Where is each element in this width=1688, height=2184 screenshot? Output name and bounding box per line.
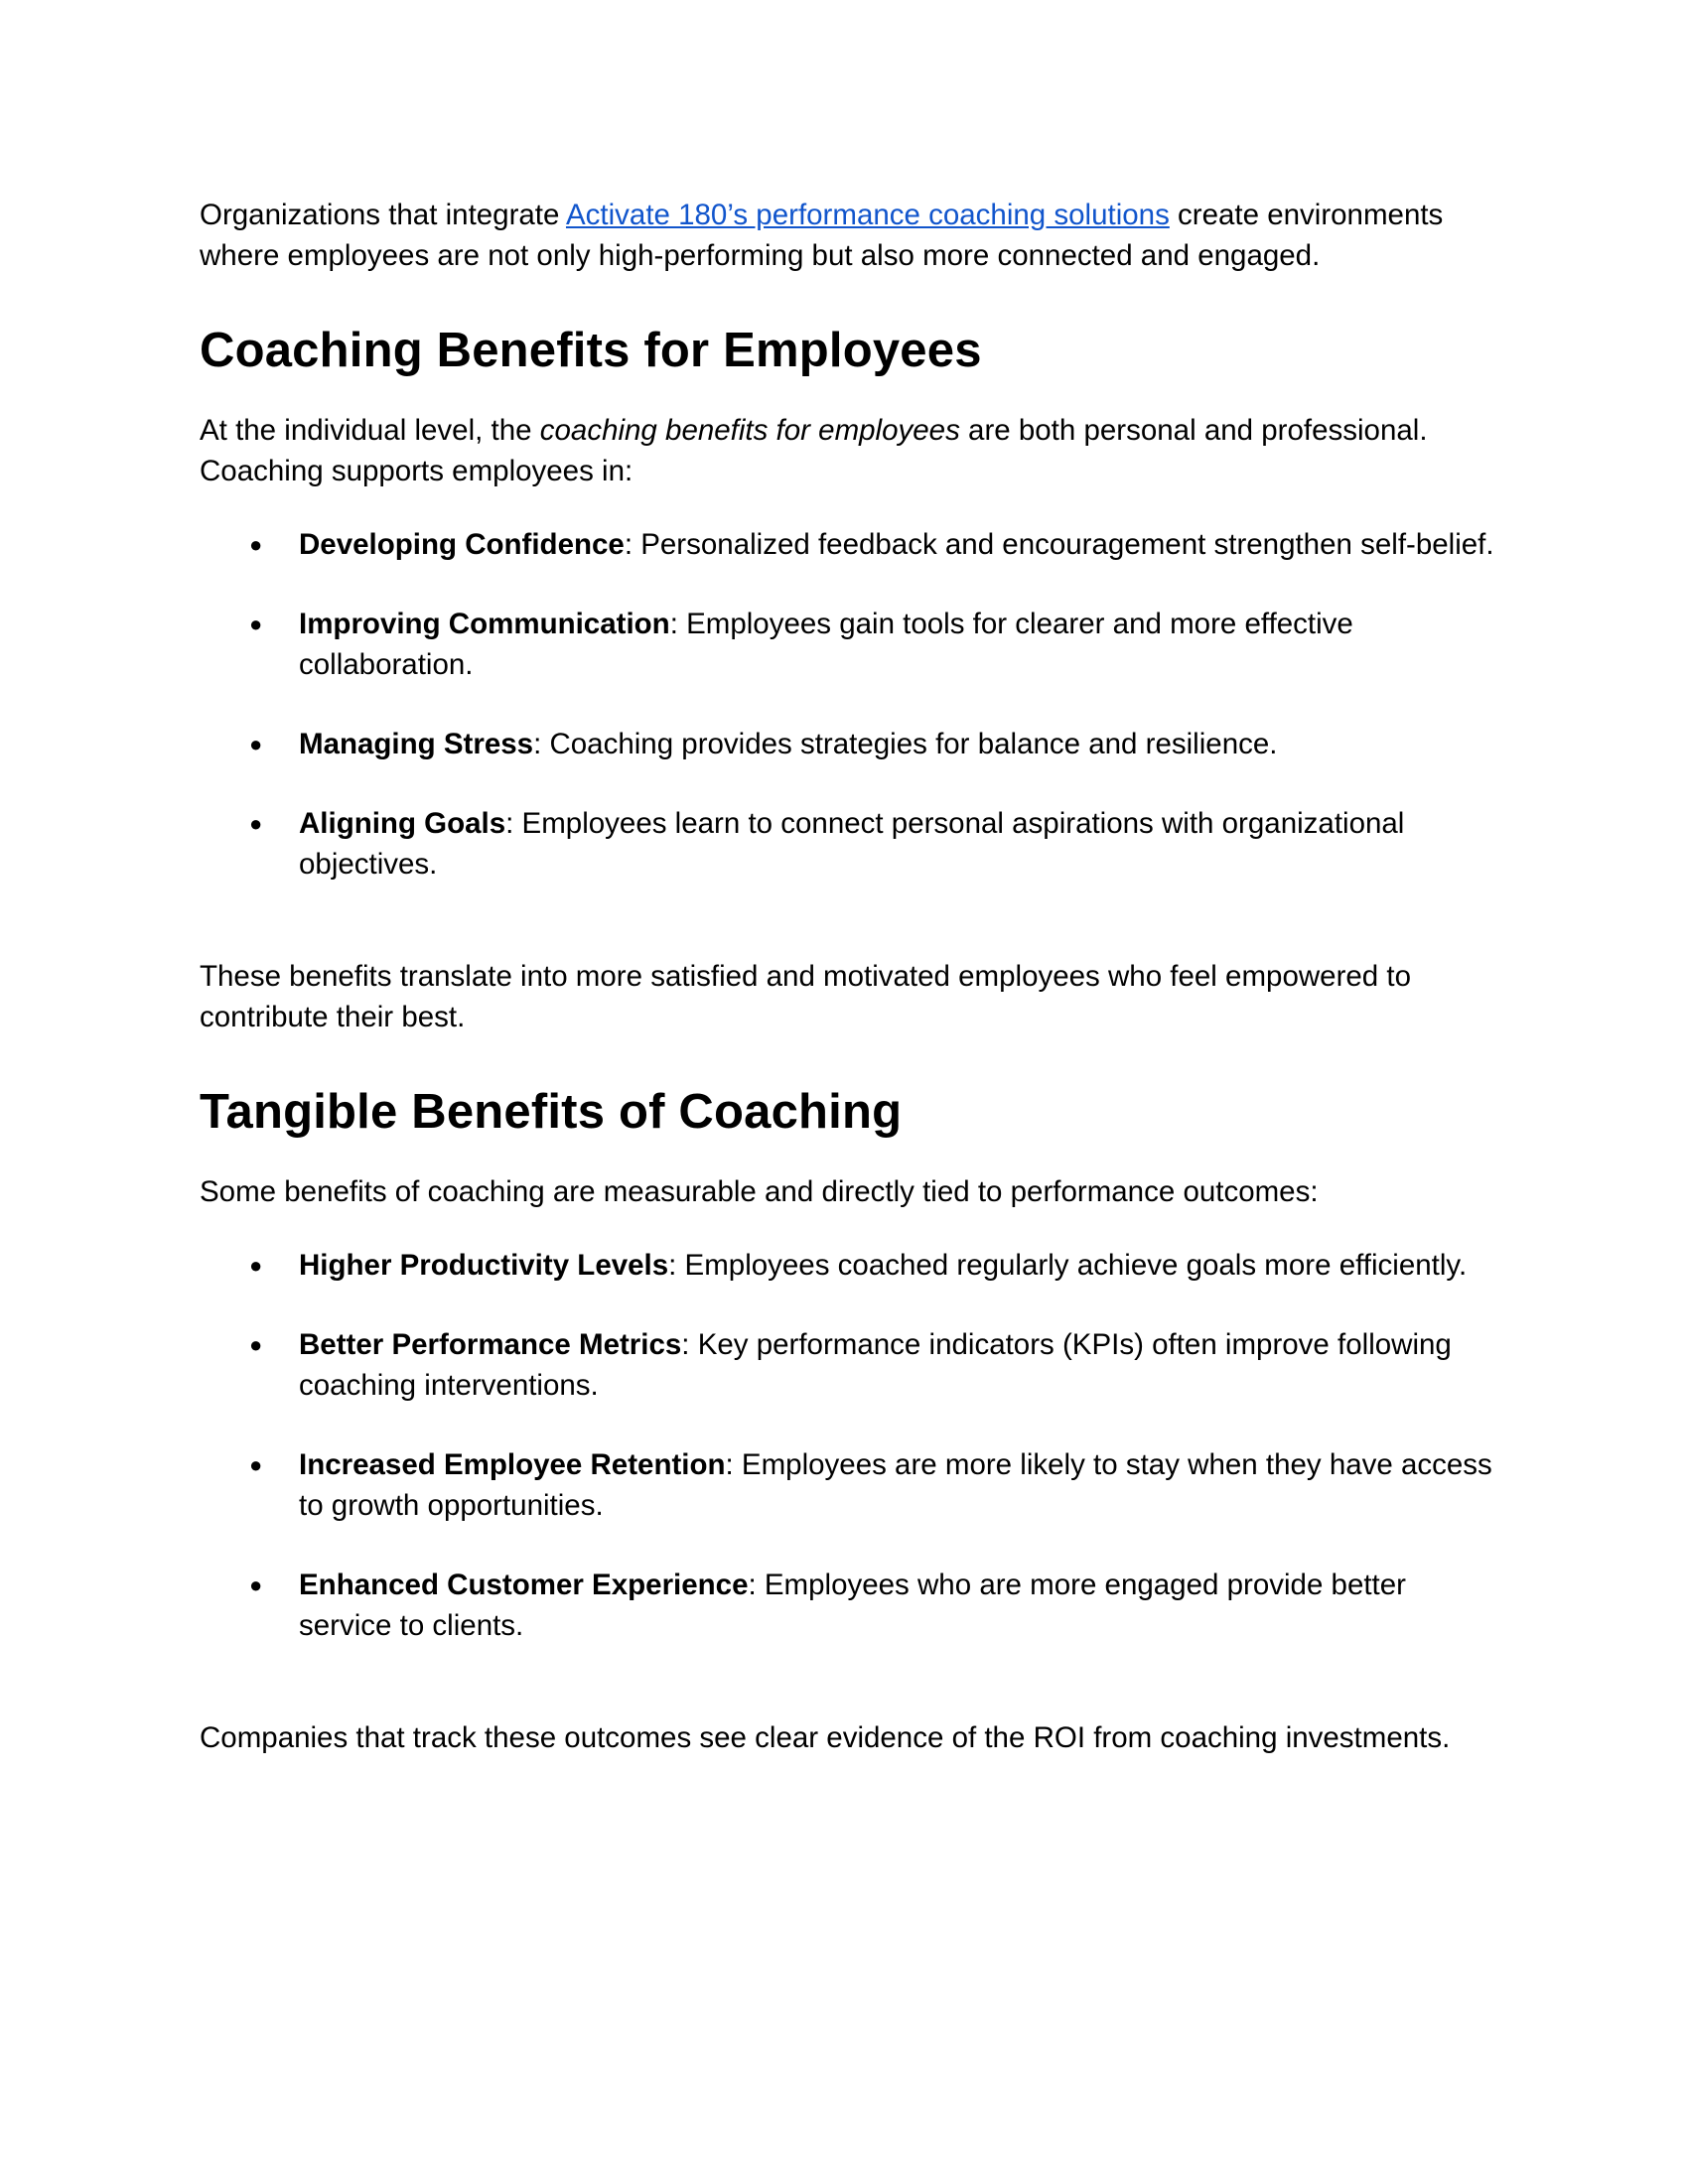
employees-lead-italic: coaching benefits for employees [539, 414, 960, 447]
bullet-icon: ● [249, 1253, 263, 1278]
list-item-text: : Employees coached regularly achieve goals more efficiently. [668, 1249, 1468, 1282]
employees-lead-paragraph [200, 410, 1500, 491]
list-item-text: : Coaching provides strategies for balance and resilience. [533, 728, 1278, 760]
tangible-benefits-list [200, 1245, 1500, 1646]
list-item [200, 803, 1500, 885]
heading-coaching-benefits-employees: Coaching Benefits for Employees [200, 324, 982, 377]
list-item [200, 1324, 1500, 1406]
list-item-term: Increased Employee Retention [299, 1448, 726, 1481]
intro-text-after-link: create environments where employees are not only high-performing but also more connected and engaged. [200, 199, 1444, 272]
list-item-text: : Key performance indicators (KPIs) often improve following coaching interventions. [299, 1328, 1452, 1402]
intro-text-before-link: Organizations that integrate [200, 199, 566, 231]
list-item-term: Better Performance Metrics [299, 1328, 682, 1361]
tangible-closing-paragraph: Companies that track these outcomes see clear evidence of the ROI from coaching investments. [200, 1721, 1451, 1754]
bullet-icon: ● [249, 732, 263, 756]
employees-lead-after: are both personal and professional. Coaching supports employees in: [200, 414, 1428, 487]
activate180-coaching-link[interactable]: Activate 180’s performance coaching solutions [565, 199, 1170, 231]
list-item-term: Enhanced Customer Experience [299, 1569, 749, 1601]
list-item-text: : Employees are more likely to stay when they have access to growth opportunities. [299, 1448, 1492, 1522]
bullet-icon: ● [249, 1452, 263, 1477]
list-item-term: Managing Stress [299, 728, 534, 760]
list-item [200, 604, 1500, 685]
list-item-term: Aligning Goals [299, 807, 506, 840]
list-item-text: : Personalized feedback and encouragement strengthen self-belief. [624, 528, 1494, 561]
list-item [200, 1444, 1500, 1526]
bullet-icon: ● [249, 1572, 263, 1597]
list-item-term: Developing Confidence [299, 528, 625, 561]
list-item [200, 1565, 1500, 1646]
list-item-text: : Employees learn to connect personal aspirations with organizational objectives. [299, 807, 1405, 881]
list-item [200, 1245, 1500, 1286]
list-item-term: Higher Productivity Levels [299, 1249, 669, 1282]
list-item [200, 724, 1500, 764]
tangible-lead-paragraph: Some benefits of coaching are measurable and directly tied to performance outcomes: [200, 1175, 1319, 1208]
list-item [200, 524, 1500, 565]
employees-closing-paragraph: These benefits translate into more satisfied and motivated employees who feel empowered to contribute their best. [200, 960, 1412, 1033]
employees-benefits-list [200, 524, 1500, 885]
employees-lead-before: At the individual level, the [200, 414, 540, 447]
heading-tangible-benefits: Tangible Benefits of Coaching [200, 1085, 903, 1139]
list-item-text: : Employees gain tools for clearer and more effective collaboration. [299, 608, 1353, 681]
intro-paragraph [200, 195, 1500, 276]
list-item-term: Improving Communication [299, 608, 670, 640]
bullet-icon: ● [249, 532, 263, 557]
list-item-text: : Employees who are more engaged provide better service to clients. [299, 1569, 1406, 1642]
bullet-icon: ● [249, 612, 263, 636]
bullet-icon: ● [249, 811, 263, 836]
document-page [200, 195, 1500, 1758]
bullet-icon: ● [249, 1332, 263, 1357]
